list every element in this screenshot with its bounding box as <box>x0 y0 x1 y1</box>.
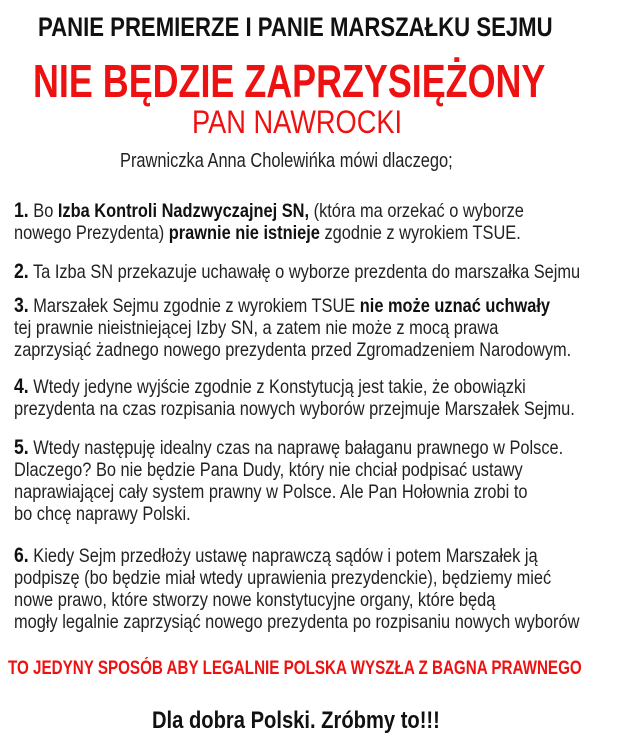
body-text: podpiszę (bo będzie miał wtedy uprawienia prezydenckie), będziemy mieć <box>14 567 552 589</box>
point-line <box>14 222 524 244</box>
point-2 <box>14 261 580 283</box>
point-line <box>14 376 575 398</box>
point-line <box>14 261 580 283</box>
body-text: Marszałek Sejmu zgodnie z wyrokiem TSUE <box>28 295 360 317</box>
point-line <box>14 611 579 633</box>
point-line <box>14 459 563 481</box>
point-line <box>14 437 563 459</box>
point-number: 2. <box>14 260 29 283</box>
body-text: Bo <box>28 200 58 222</box>
point-number: 6. <box>14 544 29 567</box>
point-number: 5. <box>14 436 29 459</box>
headline-subject: PAN NAWROCKI <box>192 104 403 140</box>
body-text: tej prawnie nieistniejącej Izby SN, a zatem nie może z mocą prawa <box>14 317 499 339</box>
body-text: zgodnie z wyrokiem TSUE. <box>319 222 521 244</box>
point-line <box>14 295 571 317</box>
point-number: 4. <box>14 375 29 398</box>
subtitle: Prawniczka Anna Cholewińka mówi dlaczego; <box>120 150 453 172</box>
footer-slogan: Dla dobra Polski. Zróbmy to!!! <box>152 707 440 734</box>
body-text: (która ma orzekać o wyborze <box>309 200 524 222</box>
body-text: bo chcę naprawy Polski. <box>14 503 191 525</box>
point-line <box>14 589 579 611</box>
point-6 <box>14 545 579 633</box>
body-text: nowego Prezydenta) <box>14 222 169 244</box>
body-text: Ta Izba SN przekazuje uchawałę o wyborze prezdenta do marszałka Sejmu <box>28 261 581 283</box>
point-4 <box>14 376 575 420</box>
headline: NIE BĘDZIE ZAPRZYSIĘŻONY <box>33 55 546 107</box>
point-3 <box>14 295 571 361</box>
point-line <box>14 567 579 589</box>
point-line <box>14 339 571 361</box>
header-line-1: PANIE PREMIERZE I PANIE MARSZAŁKU SEJMU <box>38 12 553 42</box>
body-text: Kiedy Sejm przedłoży ustawę naprawczą sądów i potem Marszałek ją <box>28 545 538 567</box>
point-number: 3. <box>14 294 29 317</box>
call-to-action: TO JEDYNY SPOSÓB ABY LEGALNIE POLSKA WYSZŁA Z BAGNA PRAWNEGO <box>8 658 582 679</box>
point-line <box>14 545 579 567</box>
point-line <box>14 317 571 339</box>
point-line <box>14 398 575 420</box>
emphasis-text: Izba Kontroli Nadzwyczajnej SN, <box>57 200 310 222</box>
body-text: Wtedy jedyne wyjście zgodnie z Konstytucją jest takie, że obowiązki <box>28 376 526 398</box>
body-text: prezydenta na czas rozpisania nowych wyborów przejmuje Marszałek Sejmu. <box>14 398 575 420</box>
body-text: naprawiającej cały system prawny w Polsce. Ale Pan Hołownia zrobi to <box>14 481 528 503</box>
emphasis-text: nie może uznać uchwały <box>359 295 551 317</box>
point-line <box>14 503 563 525</box>
body-text: mogły legalnie zaprzysiąć nowego prezydenta po rozpisaniu nowych wyborów <box>14 611 580 633</box>
body-text: zaprzysiąć żadnego nowego prezydenta przed Zgromadzeniem Narodowym. <box>14 339 572 361</box>
body-text: Dlaczego? Bo nie będzie Pana Dudy, który nie chciał podpisać ustawy <box>14 459 523 481</box>
emphasis-text: prawnie nie istnieje <box>168 222 320 244</box>
point-line <box>14 481 563 503</box>
point-1 <box>14 200 524 244</box>
point-number: 1. <box>14 199 29 222</box>
body-text: Wtedy następuję idealny czas na naprawę bałaganu prawnego w Polsce. <box>28 437 564 459</box>
body-text: nowe prawo, które stworzy nowe konstytucyjne organy, które będą <box>14 589 496 611</box>
point-5 <box>14 437 563 525</box>
point-line <box>14 200 524 222</box>
